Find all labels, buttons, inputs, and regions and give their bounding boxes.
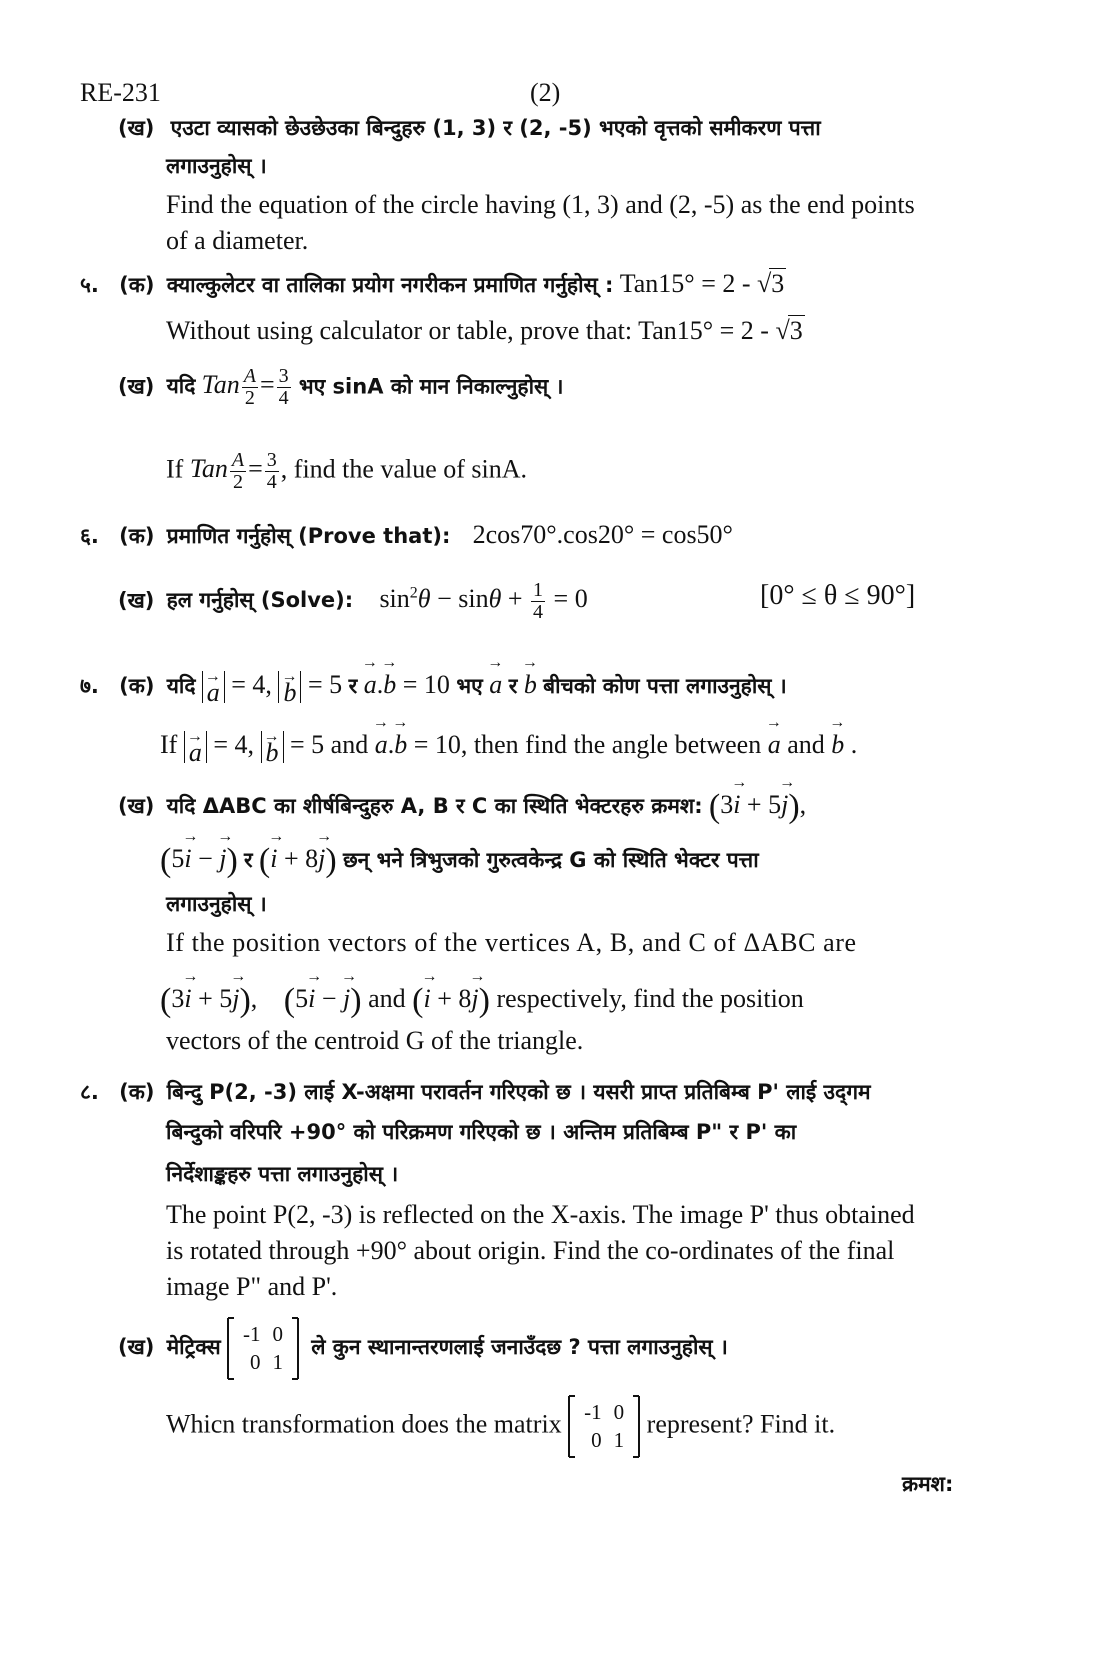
q8a-block (80, 1078, 871, 1106)
q7b-english-line2-block: (3→ i + 5→ j), (5→ i − → j) and (→ i + 8→ j) respectively, find the position (160, 978, 804, 1020)
q8a-nepali-line3: निर्देशाङ्कहरु पत्ता लगाउनुहोस् । (166, 1162, 399, 1186)
matrix-cell: 0 (249, 1350, 261, 1375)
q7b-nepali-line2-post: छन् भने त्रिभुजको गुरुत्वकेन्द्र G को स्थिति भेक्टर पत्ता (342, 848, 759, 872)
q8b-english-matrix (568, 1396, 640, 1457)
q7b-english-line1: If the position vectors of the vertices A, B, and C of ΔABC are (166, 928, 857, 957)
matrix-cell: 0 (272, 1322, 283, 1346)
q6a-math: 2cos70°.cos20° = cos50° (472, 520, 733, 549)
matrix-cell: 1 (272, 1350, 283, 1375)
matrix-cell: -1 (584, 1400, 602, 1424)
q8b-matrix (227, 1318, 299, 1379)
q6a-label: (क) (119, 524, 155, 548)
matrix-cell: 0 (613, 1400, 625, 1424)
q5b-english-equation: Tan $\frac{A}{2}$ = $\frac{3}{4}$ (189, 449, 277, 493)
q7b-vector-b: (5→ i − → j) (160, 844, 238, 873)
q8b-english-block (166, 1396, 835, 1457)
q7b-english-line3: vectors of the centroid G of the triangle. (166, 1026, 584, 1055)
q7b-nepali-line3: लगाउनुहोस् । (166, 892, 267, 916)
q7b-english-vector-a: (3→ i + 5→ j), (160, 984, 257, 1013)
q5a-english: Without using calculator or table, prove that: (166, 316, 633, 345)
q7b-english-vector-b: (5→ i − → j) (284, 984, 362, 1013)
q4b-english-line1: Find the equation of the circle having (1, 3) and (2, -5) as the end points (166, 190, 915, 219)
q5a-english-block (166, 315, 805, 346)
q7a-english-block (160, 724, 858, 768)
q4b-nepali-line2: लगाउनुहोस् । (166, 154, 267, 178)
q5b-block (118, 366, 564, 409)
q5b-english-post: , find the value of sinA. (280, 454, 528, 484)
q7b-nepali-line2 (160, 838, 759, 880)
q6b-range: [0° ≤ θ ≤ 90°] (760, 580, 916, 611)
q7a-english-pre: If (160, 730, 178, 759)
q7b-nepali-line1: यदि ΔABC का शीर्षबिन्दुहरु A, B र C का स्थिति भेक्टरहरु क्रमश: (166, 794, 703, 818)
q6a-text: प्रमाणित गर्नुहोस् (Prove that): (166, 524, 451, 548)
q8a-english-line2: is rotated through +90° about origin. Find the co-ordinates of the final (166, 1236, 895, 1265)
q7a-label: (क) (119, 674, 155, 698)
q8a-nepali-line2: बिन्दुको वरिपरि +90° को परिक्रमण गरिएको छ । अन्तिम प्रतिबिम्ब P" र P' का (166, 1120, 797, 1144)
q8b-label: (ख) (118, 1335, 155, 1360)
q5a-nepali: क्याल्कुलेटर वा तालिका प्रयोग नगरीकन प्रमाणित गर्नुहोस् : (166, 273, 614, 297)
q7a-nepali-math: → a = 4, → b = 5 र → a.→ b = 10 भए → a र → b (202, 670, 537, 699)
q7-number: ७. (80, 674, 99, 698)
q5-number: ५. (80, 273, 99, 297)
q7b-english-vector-c: (→ i + 8→ j) (412, 984, 490, 1013)
q4b-block (118, 114, 821, 142)
q6b-text: हल गर्नुहोस् (Solve): (166, 588, 354, 613)
q8a-nepali-line1: बिन्दु P(2, -3) लाई X-अक्षमा परावर्तन गरिएको छ । यसरी प्राप्त प्रतिबिम्ब P' लाई उद्‌गम (166, 1080, 871, 1104)
q5a-math: Tan15° = 2 - √3 (619, 269, 785, 298)
q6b-equation: $\sin^2\theta - \sin\theta$ + $\frac{1}{4}$ = 0 (379, 579, 588, 623)
q4b-english-line2: of a diameter. (166, 226, 309, 255)
q7b-vector-c: (→ i + 8→ j) (259, 844, 337, 873)
q7b-block (118, 784, 806, 826)
page-number: (2) (530, 78, 561, 107)
paper-code: RE-231 (80, 78, 161, 107)
q5b-nepali-pre: यदि (166, 374, 196, 399)
q7b-vector-a: (3→ i + 5→ j), (709, 790, 806, 819)
q7b-ra: र (244, 848, 253, 872)
q6a-block (80, 520, 733, 550)
q5b-equation: Tan $\frac{A}{2}$ = $\frac{3}{4}$ (201, 365, 289, 409)
q7a-english-post: , then find the angle between (460, 730, 762, 759)
q8b-nepali-post: ले कुन स्थानान्तरणलाई जनाउँदछ ? पत्ता लगाउनुहोस् । (311, 1335, 728, 1360)
q8b-english-pre: Whicn transformation does the matrix (166, 1409, 562, 1439)
q5b-english-pre: If (166, 454, 184, 484)
q7b-label: (ख) (118, 794, 155, 818)
q4b-label: (ख) (118, 116, 155, 140)
q7b-english-line2-post: respectively, find the position (496, 984, 804, 1013)
q8a-english-line1: The point P(2, -3) is reflected on the X-axis. The image P' thus obtained (166, 1200, 915, 1229)
q7a-block (80, 664, 787, 708)
matrix-cell: 0 (591, 1428, 602, 1453)
q8b-english-post: represent? Find it. (646, 1409, 836, 1439)
q8-number: ८. (80, 1080, 99, 1104)
q5b-label: (ख) (118, 374, 155, 399)
q5a-block (80, 268, 786, 299)
matrix-cell: 1 (613, 1428, 625, 1453)
continued-label: क्रमश: (902, 1472, 954, 1496)
q7a-english-math: → a = 4, → b = 5 and → a.→ b = 10 (184, 730, 461, 759)
q8a-english-line3: image P" and P'. (166, 1272, 338, 1301)
q6-number: ६. (80, 524, 99, 548)
q5b-nepali-post: भए sinA को मान निकाल्नुहोस् । (298, 374, 564, 399)
q8b-block (118, 1318, 728, 1379)
q6b-label: (ख) (118, 588, 155, 613)
q4b-nepali-line1: एउटा व्यासको छेउछेउका बिन्दुहरु (1, 3) र (2, -5) भएको वृत्तको समीकरण पत्ता (170, 116, 821, 140)
q5b-english-block (166, 450, 527, 493)
q6b-block (118, 580, 588, 623)
q7a-nepali-post: बीचको कोण पत्ता लगाउनुहोस् । (543, 674, 787, 698)
q5a-label: (क) (119, 273, 155, 297)
q5a-english-math: Tan15° = 2 - √3 (638, 316, 803, 345)
q8b-nepali-pre: मेट्रिक्स (166, 1335, 221, 1360)
q8a-label: (क) (119, 1080, 155, 1104)
matrix-cell: -1 (242, 1322, 261, 1346)
q7a-nepali-pre: यदि (166, 674, 196, 698)
q7a-english-vectors: → a and → b . (768, 730, 858, 759)
